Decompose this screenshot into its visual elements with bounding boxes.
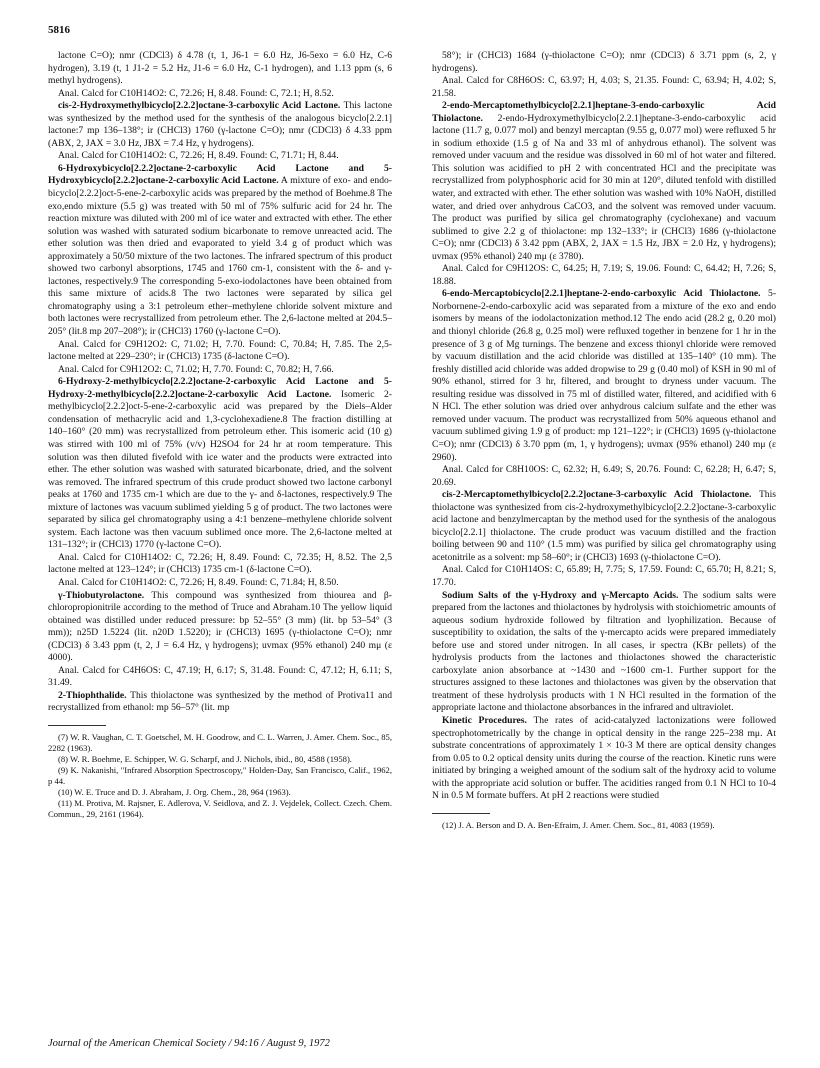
- footnote: (9) K. Nakanishi, "Infrared Absorption Spectroscopy," Holden-Day, San Francisco, Calif., 1962, p 44.: [48, 764, 392, 786]
- right-footnotes: [432, 820, 776, 831]
- paragraph-text: The sodium salts were prepared from the lactones and thiolactones by hydrolysis with stoichiometric amounts of aqueous sodium hydroxide followed by filtration and lyophilization. Because of susceptibility to oxidation, the salts of the γ-mercapto acids were prepared immediately before use and stored under nitrogen. In all cases, ir spectra (KBr pellets) of the hydrolysis products from the lactones and thiolactones showed the characteristic carboxylate anion absorbance at ~1430 and ~1600 cm-1. Further support for the structures assigned to these lactones and thiolactones was given by the observation that treatment of these hydrolysis products with 1 N HCl resulted in the formation of the appropriate lactone and thiolactone absorbances in the infrared and ultraviolet.: [432, 589, 776, 714]
- paragraph-text: Anal. Calcd for C10H14O2: C, 72.26; H, 8.49. Found: C, 71.84; H, 8.50.: [58, 576, 339, 588]
- paragraph-text: This lactone was synthesized by the method used for the synthesis of the analogous bicyclo[2.2.1] lactone:7 mp 136–138°; ir (CHCl3) 1760 (γ-lactone C=O); nmr (CDCl3) δ 4.33 ppm (ABX, 2, JAX = 3.0 Hz, JBX = 7.4 Hz, γ hydrogens).: [48, 100, 392, 149]
- paragraph: [432, 564, 776, 589]
- paragraph: [48, 552, 392, 577]
- paragraph-text: Anal. Calcd for C8H6OS: C, 63.97; H, 4.03; S, 21.35. Found: C, 63.94; H, 4.02; S, 21.58.: [432, 75, 776, 99]
- paragraph-text: Anal. Calcd for C9H12OS: C, 64.25; H, 7.19; S, 19.06. Found: C, 64.42; H, 7.26; S, 18.88.: [432, 263, 776, 287]
- paragraph: [48, 50, 392, 88]
- left-footnotes: [48, 732, 392, 820]
- paragraph: [48, 364, 392, 377]
- paragraph: [48, 376, 392, 552]
- paragraph-text: lactone C=O); nmr (CDCl3) δ 4.78 (t, 1, J6-1 = 6.0 Hz, J6-5exo = 6.0 Hz, C-6 hydrogen), 3.19 (t, 1 J1-2 = 5.2 Hz, J1-6 = 6.0 Hz, C-1 hydrogen), and 1.13 ppm (s, 6 methyl hydrogens).: [48, 50, 392, 87]
- paragraph-text: Anal. Calcd for C9H12O2: C, 71.02; H, 7.70. Found: C, 70.84; H, 7.85. The 2,5-lactone melted at 229–230°; ir (CHCl3) 1735 (δ-lactone C=O).: [48, 338, 392, 363]
- paragraph-text: The rates of acid-catalyzed lactonizations were followed spectrophotometrically by the change in optical density in the range 225–238 mμ. At substrate concentrations of approximately 1 × 10-3 M there are optical density changes from 0.05 to 0.2 optical density units during the course of the reaction. Kinetic runs were initiated by bringing a weighed amount of the sodium salt of the hydroxy acid to volume with the appropriate acid solution or buffer. The acidities ranged from 0.1 N HCl to 10-4 N in 0.5 M formate buffers. At pH 2 reactions were studied: [432, 714, 776, 802]
- paragraph: [48, 690, 392, 715]
- paragraph: [48, 339, 392, 364]
- footnote: (8) W. R. Boehme, E. Schipper, W. G. Scharpf, and J. Nichols, ibid., 80, 4588 (1958).: [58, 753, 352, 764]
- paragraph-text: Anal. Calcd for C10H14O2: C, 72.26; H, 8.49. Found: C, 72.35; H, 8.52. The 2,5 lactone melted at 123–124°; ir (CHCl3) 1735 cm-1 (δ-lactone C=O).: [48, 551, 392, 576]
- section-heading: γ-Thiobutyrolactone.: [58, 589, 145, 601]
- journal-footer: Journal of the American Chemical Society / 94:16 / August 9, 1972: [48, 1038, 330, 1049]
- paragraph: [48, 577, 392, 590]
- footnote: (12) J. A. Berson and D. A. Ben-Efraim, J. Amer. Chem. Soc., 81, 4083 (1959).: [442, 819, 715, 830]
- paragraph: [432, 464, 776, 489]
- paragraph-text: Isomeric 2-methylbicyclo[2.2.2]oct-5-ene-2-carboxylic acid was prepared by the Diels–Alder condensation of methacrylic acid and 1,3-cyclohexadiene.8 The fraction distilling at 140–160° (20 mm) was recrystallized from petroleum ether. This isomeric acid (10 g) was stirred with 100 ml of 75% (v/v) H2SO4 for 24 hr at room temperature. This solution was then diluted fivefold with ice water and the products were extracted into ether. The ether solution was washed with saturated bicarbonate, dried, and the solvent was removed. The infrared spectrum of this crude product showed two lactone carbonyl peaks at 1760 and 1735 cm-1 which are due to the γ- and δ-lactones, respectively.9 The mixture of lactones was vacuum sublimed yielding 5 g of product. The two lactones were separated by silica gel chromatography using a 4:1 benzene–methylene chloride solvent system. Each lactone was then vacuum sublimed once more. The 2,6-lactone melted at 131–132°; ir (CHCl3) 1770 (γ-lactone C=O).: [48, 388, 392, 551]
- paragraph-text: Anal. Calcd for C10H14OS: C, 65.89; H, 7.75; S, 17.59. Found: C, 65.70; H, 8.21; S, 17.70.: [432, 564, 776, 588]
- paragraph: [432, 590, 776, 715]
- paragraph: [432, 50, 776, 75]
- paragraph: [48, 100, 392, 150]
- section-heading: 2-endo-Mercaptomethylbicyclo[2.2.1]heptane-3-endo-carboxylic Acid Thiolactone.: [432, 100, 776, 124]
- right-column: [432, 50, 776, 831]
- paragraph: [48, 590, 392, 665]
- footnote: (11) M. Protiva, M. Rajsner, E. Adlerova, V. Seidlova, and Z. J. Vejdelek, Collect. Czech. Chem. Commun., 29, 2161 (1964).: [48, 797, 392, 819]
- right-paragraphs: [432, 50, 776, 803]
- paragraph-text: Anal. Calcd for C4H6OS: C, 47.19; H, 6.17; S, 31.48. Found: C, 47.12; H, 6.11; S, 31.49.: [48, 664, 392, 689]
- paragraph: [432, 288, 776, 464]
- paragraph: [48, 88, 392, 101]
- section-heading: 6-Hydroxy-2-methylbicyclo[2.2.2]octane-2-carboxylic Acid Lactone and 5-Hydroxy-2-methylbicyclo[2.2.2]octane-2-carboxylic Acid Lactone.: [48, 376, 392, 400]
- paragraph-text: 58°); ir (CHCl3) 1684 (γ-thiolactone C=O); nmr (CDCl3) δ 3.71 ppm (s, 2, γ hydrogens).: [432, 50, 776, 74]
- paragraph: [432, 715, 776, 803]
- section-heading: Sodium Salts of the γ-Hydroxy and γ-Mercapto Acids.: [442, 589, 679, 601]
- paragraph: [48, 665, 392, 690]
- paragraph-text: Anal. Calcd for C9H12O2: C, 71.02; H, 7.70. Found: C, 70.82; H, 7.66.: [58, 363, 334, 375]
- section-heading: cis-2-Hydroxymethylbicyclo[2.2.2]octane-3-carboxylic Acid Lactone.: [58, 100, 341, 112]
- footnote: (7) W. R. Vaughan, C. T. Goetschel, M. H. Goodrow, and C. L. Warren, J. Amer. Chem. Soc., 85, 2282 (1963).: [48, 731, 392, 753]
- paragraph-text: This thiolactone was synthesized by the method of Protiva11 and recrystallized from ethanol: mp 56–57° (lit. mp: [48, 689, 392, 714]
- paragraph-text: Anal. Calcd for C10H14O2: C, 72.26; H, 8.49. Found: C, 71.71; H, 8.44.: [58, 150, 339, 162]
- paragraph-text: This thiolactone was synthesized from cis-2-hydroxymethylbicyclo[2.2.2]octane-3-carboxylic acid lactone and benzylmercaptan by the method used for the synthesis of the analogous bicyclo[2.2.1] thiolactone. The crude product was vacuum distilled and the fraction boiling between 90 and 110° (1.5 mm) was purified by silica gel chromatography using acetonitrile as a solvent: mp 58–60°; ir (CHCl3) 1693 (γ-thiolactone C=O).: [432, 489, 777, 563]
- paragraph-text: A mixture of exo- and endo-bicyclo[2.2.2]oct-5-ene-2-carboxylic acids was prepared by the method of Boehme.8 The exo,endo mixture (5.5 g) was treated with 50 ml of 75% sulfuric acid for 24 hr. The reaction mixture was diluted with 200 ml of ice water and extracted with ether. The ether solution was washed with saturated sodium bicarbonate to remove unreacted acid. The ether solution was then dried and evaporated to yield 3.4 g of product which was approximately a 50/50 mixture of the two lactones. The infrared spectrum of this product showed two carbonyl absorptions, 1745 and 1760 cm-1, consistent with the δ- and γ-lactones, respectively.9 The corresponding 5-exo-iodolactones have been obtained from this same mixture of acids.8 The two lactones were separated by silica gel chromatography using a 3:1 petroleum ether–methylene chloride solvent mixture and both lactones were recrystallized from petroleum ether. The 2,6-lactone melted at 204.5–205° (lit.8 mp 207–208°); ir (CHCl3) 1760 (γ-lactone C=O).: [48, 175, 392, 338]
- paragraph-text: 5-Norbornene-2-endo-carboxylic acid was separated from a mixture of the exo and endo isomers by means of the iodolactonization method.12 The endo acid (28.2 g, 0.20 mol) and thionyl chloride (26.8 g, 0.25 mol) were refluxed together in benzene for 1 hr in the presence of 3 g of Mg turnings. The benzene and excess thionyl chloride were removed by vacuum distillation and the acid chloride was distilled at 135–140° (10 mm). The freshly distilled acid chloride was added dropwise to 29 g (0.40 mol) of KSH in 90 ml of 90% ethanol, stirred for 3 hr, filtered, and brought to dryness under vacuum. The resulting residue was dissolved in 75 ml of distilled water, filtered, and acidified with 6 N HCl. The ether solution was dried over anhydrous calcium sulfate and the ether was removed under vacuum. The product was recrystallized from 50% aqueous ethanol and vacuum sublimed giving 1.9 g of product: mp 121–122°; ir (CHCl3) 1695 (γ-thiolactone C=O); nmr (CDCl3) δ 3.70 ppm (m, 1, γ hydrogens); uvmax (95% ethanol) 240 mμ (ε 2960).: [432, 288, 777, 463]
- paragraph: [432, 100, 776, 263]
- paragraph-text: Anal. Calcd for C8H10OS: C, 62.32; H, 6.49; S, 20.76. Found: C, 62.28; H, 6.47; S, 20.69.: [432, 464, 776, 488]
- paragraph-text: Anal. Calcd for C10H14O2: C, 72.26; H, 8.48. Found: C, 72.1; H, 8.52.: [58, 87, 334, 99]
- section-heading: 6-Hydroxybicyclo[2.2.2]octane-2-carboxylic Acid Lactone and 5-Hydroxybicyclo[2.2.2]octane-2-carboxylic Acid Lactone.: [48, 162, 392, 187]
- paragraph: [48, 163, 392, 339]
- page-number: 5816: [48, 24, 70, 36]
- paragraph: [432, 75, 776, 100]
- paragraph: [48, 150, 392, 163]
- paragraph-text: This compound was synthesized from thiourea and β-chloropropionitrile according to the method of Truce and Abraham.10 The yellow liquid obtained was distilled under reduced pressure: bp 52–55° (3 mm) (lit. bp 53–54° (3 mm)); n25D 1.5224 (lit. n20D 1.5220); ir (CHCl3) 1695 (γ-thiolactone C=O); nmr (CDCl3) δ 3.43 ppm (t, 2, J = 6.4 Hz, γ hydrogens); uvmax (95% ethanol) 240 mμ (ε 4000).: [48, 589, 392, 664]
- left-paragraphs: [48, 50, 392, 715]
- section-heading: cis-2-Mercaptomethylbicyclo[2.2.2]octane-3-carboxylic Acid Thiolactone.: [442, 489, 752, 501]
- footnote-divider: [48, 725, 106, 726]
- footnote-divider: [432, 813, 490, 814]
- left-column: [48, 50, 392, 820]
- section-heading: 2-Thiophthalide.: [58, 689, 127, 701]
- section-heading: Kinetic Procedures.: [442, 714, 527, 726]
- section-heading: 6-endo-Mercaptobicyclo[2.2.1]heptane-2-endo-carboxylic Acid Thiolactone.: [442, 288, 761, 300]
- paragraph: [432, 489, 776, 564]
- paragraph: [432, 263, 776, 288]
- paragraph-text: 2-endo-Hydroxymethylbicyclo[2.2.1]heptane-3-endo-carboxylic acid lactone (11.7 g, 0.077 mol) and benzyl mercaptan (9.55 g, 0.077 mol) were refluxed 5 hr in sodium ethoxide (1.5 g of Na and 33 ml of anhydrous ethanol). The solvent was removed under vacuum and the residue was dissolved in 60 ml of hot water and filtered. This solution was acidified to pH 2 with concentrated HCl and the precipitate was recrystallized from polyphosphoric acid for 30 min at 120°, diluted tenfold with distilled water, and extracted with ether. The ether solution was washed with 10% NaOH, distilled water, and dried over anhydrous CaCO3, and the solvent was removed under vacuum. The product was purified by silica gel chromatography (cyclohexane) and vacuum sublimed to give 2.2 g of thiolactone: mp 132–133°; ir (CHCl3) 1686 (γ-thiolactone C=O); nmr (CDCl3) δ 3.42 ppm (ABX, 2, JAX = 1.5 Hz, JBX = 2.0 Hz, γ hydrogens); uvmax (95% ethanol) 240 mμ (ε 3780).: [432, 112, 776, 262]
- footnote: (10) W. E. Truce and D. J. Abraham, J. Org. Chem., 28, 964 (1963).: [58, 786, 291, 797]
